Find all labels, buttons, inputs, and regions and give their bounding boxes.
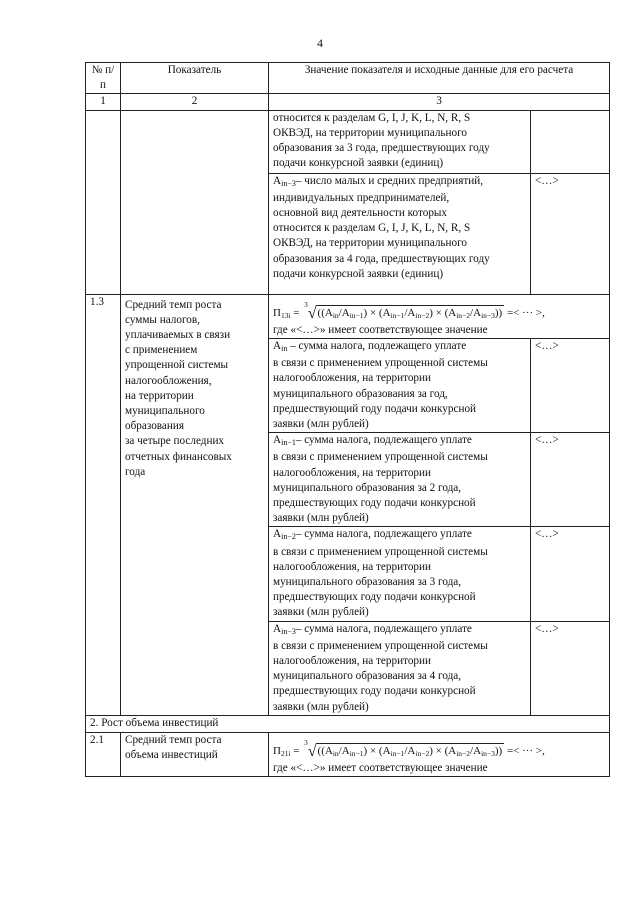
formula-where: где «<…>» имеет соответствующее значение xyxy=(273,323,488,336)
name-line: уплачиваемых в связи xyxy=(125,329,231,342)
desc-cell xyxy=(269,433,531,527)
colnum-1: 1 xyxy=(86,94,121,110)
num-cell: 2.1 xyxy=(86,732,121,776)
desc-line: Ain−2– сумма налога, подлежащего уплате xyxy=(273,528,472,542)
num-cell: 1.3 xyxy=(86,294,121,715)
desc-line: предшествующий году подачи конкурсной xyxy=(273,402,477,415)
desc-line: предшествующих году подачи конкурсной xyxy=(273,591,476,604)
formula-where: где «<…>» имеет соответствующее значение xyxy=(273,762,488,775)
desc-line: основной вид деятельности которых xyxy=(273,207,448,220)
section-row xyxy=(86,715,610,732)
header-indicator: Показатель xyxy=(121,63,269,94)
table-row xyxy=(86,294,610,338)
name-line: на территории xyxy=(125,389,194,402)
table-row xyxy=(86,732,610,776)
header-value: Значение показателя и исходные данные для его расчета xyxy=(269,63,610,94)
header-num: № п/п xyxy=(86,63,121,94)
desc-line: заявки (млн рублей) xyxy=(273,418,369,431)
desc-line: налогообложения, на территории xyxy=(273,466,431,479)
value-cell: <…> xyxy=(531,621,610,715)
name-line: объема инвестиций xyxy=(125,749,218,762)
colnum-2: 2 xyxy=(121,94,269,110)
table-header-row xyxy=(86,63,610,94)
desc-line: подачи конкурсной заявки (единиц) xyxy=(273,267,444,280)
desc-line: относится к разделам G, I, J, K, L, N, R, S xyxy=(273,222,471,235)
desc-line: муниципального образования за 3 года, xyxy=(273,576,462,589)
desc-cell xyxy=(269,110,531,173)
desc-line: предшествующих году подачи конкурсной xyxy=(273,497,476,510)
name-line: муниципального xyxy=(125,405,205,418)
num-cell xyxy=(86,110,121,294)
desc-cell xyxy=(269,339,531,433)
value-cell xyxy=(531,110,610,173)
indicators-table xyxy=(85,62,610,777)
name-line: отчетных финансовых xyxy=(125,450,232,463)
name-cell xyxy=(121,110,269,294)
name-cell xyxy=(121,732,269,776)
desc-line: подачи конкурсной заявки (единиц) xyxy=(273,157,444,170)
desc-line: заявки (млн рублей) xyxy=(273,512,369,525)
desc-cell xyxy=(269,527,531,621)
formula-13: $П_{13i} = ^3√((A_{in}/A_{in-1}) \times (A_{in-1}/A_{in-2}) \times (A_{in-2}/A_{in-3}))$ =< ··· >, xyxy=(273,300,545,322)
page-number: 4 xyxy=(317,36,323,50)
table-row xyxy=(86,110,610,173)
name-line: налогообложения, xyxy=(125,374,212,387)
name-line: упрощенной системы xyxy=(125,359,229,372)
desc-line: предшествующих году подачи конкурсной xyxy=(273,685,476,698)
formula-21: $П_{21i} = ^3√((A_{in}/A_{in-1}) \times (A_{in-1}/A_{in-2}) \times (A_{in-2}/A_{in-3}))$ =< ··· >, xyxy=(273,738,545,760)
desc-line: индивидуальных предпринимателей, xyxy=(273,191,450,204)
desc-line: Ain−3– число малых и средних предприятий, xyxy=(273,174,484,188)
name-line: за четыре последних xyxy=(125,435,225,448)
formula-cell xyxy=(269,732,610,776)
desc-cell xyxy=(269,173,531,294)
desc-line: в связи с применением упрощенной системы xyxy=(273,357,488,370)
desc-line: ОКВЭД, на территории муниципального xyxy=(273,126,467,139)
desc-line: образования за 4 года, предшествующих году xyxy=(273,252,490,265)
desc-cell xyxy=(269,621,531,715)
desc-line: налогообложения, на территории xyxy=(273,655,431,668)
desc-line: заявки (млн рублей) xyxy=(273,606,369,619)
desc-line: налогообложения, на территории xyxy=(273,560,431,573)
desc-line: муниципального образования за 4 года, xyxy=(273,670,462,683)
column-numbers-row xyxy=(86,94,610,110)
desc-line: Ain−1– сумма налога, подлежащего уплате xyxy=(273,434,472,448)
name-line: Средний темп роста xyxy=(125,733,222,746)
value-cell: <…> xyxy=(531,173,610,294)
desc-line: налогообложения, на территории xyxy=(273,372,431,385)
colnum-3: 3 xyxy=(269,94,610,110)
desc-line: заявки (млн рублей) xyxy=(273,700,369,713)
desc-line: муниципального образования за год, xyxy=(273,387,448,400)
name-line: с применением xyxy=(125,344,198,357)
desc-line: образования за 3 года, предшествующих году xyxy=(273,142,490,155)
desc-line: Ain – сумма налога, подлежащего уплате xyxy=(273,340,467,354)
desc-line: в связи с применением упрощенной системы xyxy=(273,639,488,652)
desc-line: в связи с применением упрощенной системы xyxy=(273,451,488,464)
name-line: суммы налогов, xyxy=(125,313,200,326)
value-cell: <…> xyxy=(531,527,610,621)
value-cell: <…> xyxy=(531,339,610,433)
name-line: года xyxy=(125,465,146,478)
name-line: образования xyxy=(125,420,185,433)
name-line: Средний темп роста xyxy=(125,298,222,311)
section-title: 2. Рост объема инвестиций xyxy=(86,715,610,732)
name-cell xyxy=(121,294,269,715)
desc-line: относится к разделам G, I, J, K, L, N, R, S xyxy=(273,111,471,124)
value-cell: <…> xyxy=(531,433,610,527)
desc-line: Ain−3– сумма налога, подлежащего уплате xyxy=(273,622,472,636)
desc-line: в связи с применением упрощенной системы xyxy=(273,545,488,558)
desc-line: ОКВЭД, на территории муниципального xyxy=(273,237,467,250)
desc-line: муниципального образования за 2 года, xyxy=(273,481,462,494)
formula-cell xyxy=(269,294,610,338)
